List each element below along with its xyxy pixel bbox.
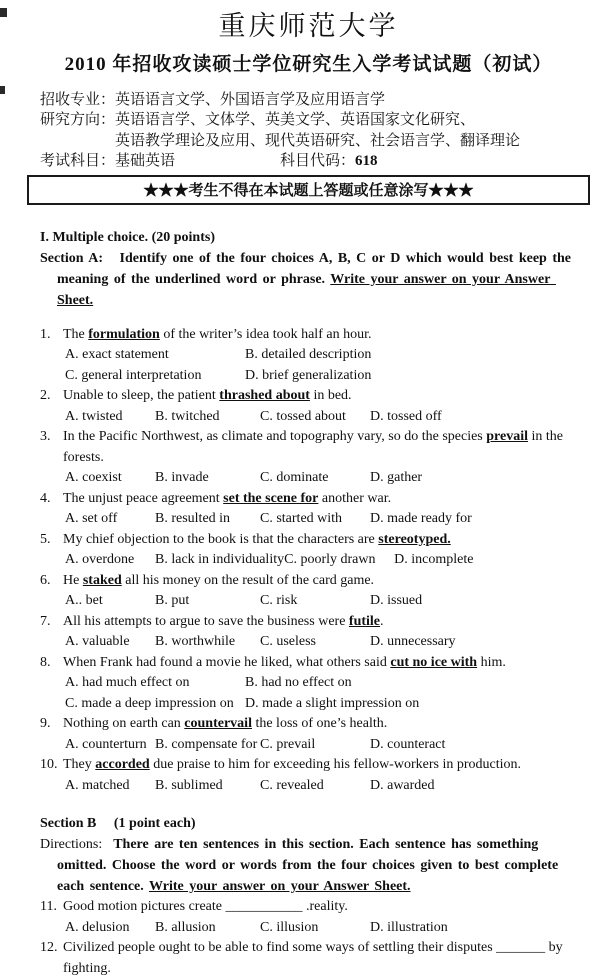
question-text: The unjust peace agreement set the scene for another war. bbox=[63, 490, 392, 506]
option: B. sublimed bbox=[155, 777, 223, 793]
section-b-question-list bbox=[40, 897, 577, 979]
question-text: The formulation of the writer’s idea took half an hour. bbox=[63, 326, 372, 342]
option: B. worthwhile bbox=[155, 634, 236, 650]
subject-label: 考试科目： bbox=[40, 153, 116, 170]
option: A. matched bbox=[65, 777, 130, 793]
question-number: 3. bbox=[40, 429, 51, 445]
option: B. put bbox=[155, 593, 190, 609]
question-text: Good motion pictures create ___________ .reality. bbox=[63, 899, 348, 915]
subject-value: 基础英语 bbox=[115, 153, 176, 170]
option: B. allusion bbox=[155, 919, 216, 935]
option: C. prevail bbox=[260, 736, 316, 752]
option-row bbox=[40, 345, 577, 366]
option: C. illusion bbox=[260, 919, 319, 935]
question bbox=[40, 714, 577, 755]
option: A. twisted bbox=[65, 408, 123, 424]
option-row bbox=[40, 366, 577, 387]
option-row bbox=[40, 632, 577, 653]
option-row bbox=[40, 509, 577, 530]
direction-line-1: 英语语言学、文体学、英美文学、英语国家文化研究、 bbox=[115, 112, 476, 129]
option: B. compensate for bbox=[155, 736, 258, 752]
question bbox=[40, 386, 577, 427]
option: D. counteract bbox=[370, 736, 446, 752]
question-number: 6. bbox=[40, 572, 51, 588]
question-number: 5. bbox=[40, 531, 51, 547]
option: B. detailed description bbox=[245, 347, 372, 363]
option: D. brief generalization bbox=[245, 367, 372, 383]
option: B. invade bbox=[155, 470, 209, 486]
section-b-directions: Directions: There are ten sentences in this section. Each sentence has something omitted. Choose the word or words from the four choices given to best complete each sentence. Write your answer on your Answer Sheet. bbox=[40, 837, 564, 895]
option-row bbox=[40, 776, 577, 797]
question-number: 10. bbox=[40, 757, 58, 773]
option: A. overdone bbox=[65, 552, 135, 568]
question-text: Unable to sleep, the patient thrashed about in bed. bbox=[63, 388, 352, 404]
question-text: They accorded due praise to him for exceeding his fellow-workers in production. bbox=[63, 757, 521, 773]
option: C. revealed bbox=[260, 777, 324, 793]
option-row bbox=[40, 407, 577, 428]
part1-title: I. Multiple choice. (20 points) bbox=[40, 229, 215, 245]
question-text: Civilized people ought to be able to find some ways of settling their disputes _______ by fighting. bbox=[63, 940, 563, 976]
question-text: In the Pacific Northwest, as climate and topography vary, so do the species prevail in the forests. bbox=[63, 429, 563, 465]
question-text: When Frank had found a movie he liked, what others said cut no ice with him. bbox=[63, 654, 506, 670]
major-row bbox=[40, 90, 577, 110]
option: C. useless bbox=[260, 634, 316, 650]
option: D. made ready for bbox=[370, 511, 472, 527]
option: D. issued bbox=[370, 593, 423, 609]
option: C. dominate bbox=[260, 470, 329, 486]
option: D. awarded bbox=[370, 777, 435, 793]
option: A. coexist bbox=[65, 470, 122, 486]
question-line bbox=[40, 714, 577, 735]
notice-text: ★★★考生不得在本试题上答题或任意涂写★★★ bbox=[143, 182, 474, 199]
direction-row bbox=[40, 110, 577, 151]
major-label: 招收专业： bbox=[40, 92, 116, 108]
major-value: 英语语言文学、外国语言学及应用语言学 bbox=[115, 92, 386, 108]
question bbox=[40, 571, 577, 612]
question-line bbox=[40, 938, 577, 979]
option: C. poorly drawn bbox=[284, 552, 376, 568]
option: C. started with bbox=[260, 511, 343, 527]
question bbox=[40, 489, 577, 530]
option: A. set off bbox=[65, 511, 118, 527]
option: C. risk bbox=[260, 593, 298, 609]
question-number: 4. bbox=[40, 490, 51, 506]
question-number: 7. bbox=[40, 613, 51, 629]
section-a-directions: Section A: Identify one of the four choices A, B, C or D which would best keep the meaning of the underlined word or phrase. Write your answer on your Answer Sheet. bbox=[40, 250, 577, 308]
question bbox=[40, 427, 577, 489]
section-b-title: Section B (1 point each) bbox=[40, 816, 196, 832]
option-row bbox=[40, 550, 577, 571]
option: C. general interpretation bbox=[65, 367, 202, 383]
section-a-question-list bbox=[40, 325, 577, 797]
direction-value bbox=[115, 110, 577, 151]
question bbox=[40, 530, 577, 571]
code-value: 618 bbox=[355, 153, 378, 170]
scan-artifact bbox=[0, 86, 5, 94]
option: B. twitched bbox=[155, 408, 220, 424]
option-row bbox=[40, 918, 577, 939]
code-label: 科目代码： bbox=[280, 153, 356, 170]
option: C. made a deep impression on bbox=[65, 695, 234, 711]
option: D. made a slight impression on bbox=[245, 695, 420, 711]
option: C. tossed about bbox=[260, 408, 346, 424]
exam-title: 2010 年招收攻读硕士学位研究生入学考试试题（初试） bbox=[64, 54, 553, 75]
option: D. tossed off bbox=[370, 408, 442, 424]
question bbox=[40, 897, 577, 938]
question-line bbox=[40, 897, 577, 918]
question-number: 2. bbox=[40, 388, 51, 404]
direction-line-2: 英语教学理论及应用、现代英语研究、社会语言学、翻译理论 bbox=[115, 132, 521, 149]
option: A. valuable bbox=[65, 634, 130, 650]
question bbox=[40, 653, 577, 715]
question-line bbox=[40, 571, 577, 592]
question-number: 1. bbox=[40, 326, 51, 342]
option: A. counterturn bbox=[65, 736, 147, 752]
subject-row bbox=[40, 151, 577, 171]
option: B. lack in individuality bbox=[155, 552, 285, 568]
option: A.. bet bbox=[65, 593, 103, 609]
question-line bbox=[40, 755, 577, 776]
question-text: Nothing on earth can countervail the loss of one’s health. bbox=[63, 716, 388, 732]
option: B. resulted in bbox=[155, 511, 231, 527]
question bbox=[40, 325, 577, 387]
option: A. delusion bbox=[65, 919, 130, 935]
question-line bbox=[40, 612, 577, 633]
question-line bbox=[40, 386, 577, 407]
question-line bbox=[40, 427, 577, 468]
question-line bbox=[40, 653, 577, 674]
option-row bbox=[40, 694, 577, 715]
question-text: All his attempts to argue to save the business were futile. bbox=[63, 613, 384, 629]
question bbox=[40, 938, 577, 979]
question-line bbox=[40, 489, 577, 510]
option: D. gather bbox=[370, 470, 423, 486]
option-row bbox=[40, 468, 577, 489]
question bbox=[40, 612, 577, 653]
option-row bbox=[40, 673, 577, 694]
question-line bbox=[40, 325, 577, 346]
question-text: My chief objection to the book is that the characters are stereotyped. bbox=[63, 531, 451, 547]
question-number: 12. bbox=[40, 940, 58, 956]
exam-info bbox=[40, 90, 577, 172]
option: D. unnecessary bbox=[370, 634, 456, 650]
option-row bbox=[40, 735, 577, 756]
question-number: 9. bbox=[40, 716, 51, 732]
option: B. had no effect on bbox=[245, 675, 352, 691]
question bbox=[40, 755, 577, 796]
option: A. had much effect on bbox=[65, 675, 190, 691]
direction-label: 研究方向： bbox=[40, 112, 116, 129]
question-number: 8. bbox=[40, 654, 51, 670]
option: A. exact statement bbox=[65, 347, 169, 363]
question-text: He staked all his money on the result of the card game. bbox=[63, 572, 375, 588]
option: D. incomplete bbox=[394, 552, 474, 568]
option-row bbox=[40, 591, 577, 612]
university-title: 重庆师范大学 bbox=[218, 11, 399, 41]
notice-box bbox=[27, 175, 590, 205]
question-number: 11. bbox=[40, 899, 57, 915]
scan-artifact bbox=[0, 8, 7, 17]
option: D. illustration bbox=[370, 919, 448, 935]
question-line bbox=[40, 530, 577, 551]
